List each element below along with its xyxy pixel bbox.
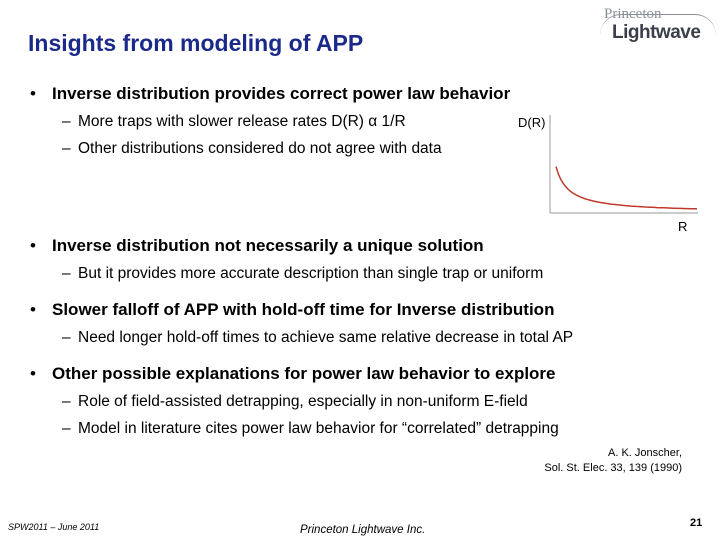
bullet-4: [30, 364, 556, 384]
dash-marker: –: [62, 329, 71, 346]
citation-line-2: Sol. St. Elec. 33, 139 (1990): [544, 462, 682, 474]
bullet-marker: •: [30, 236, 36, 255]
bullet-4-sub-1-text: Role of field-assisted detrapping, especially in non-uniform E-field: [78, 393, 528, 410]
bullet-2-sub-1: [62, 265, 543, 283]
bullet-2-text: Inverse distribution not necessarily a unique solution: [52, 236, 484, 255]
citation-line-1: A. K. Jonscher,: [608, 447, 682, 459]
bullet-1-sub-1: [62, 113, 406, 131]
footer-event: SPW2011 – June 2011: [8, 522, 100, 532]
inverse-distribution-graph: [518, 115, 698, 234]
bullet-marker: •: [30, 364, 36, 383]
bullet-3-text: Slower falloff of APP with hold-off time for Inverse distribution: [52, 300, 555, 319]
footer-company: Princeton Lightwave Inc.: [300, 524, 426, 536]
dash-marker: –: [62, 393, 71, 410]
dash-marker: –: [62, 113, 71, 130]
bullet-1-sub-2: [62, 140, 442, 158]
graph-curve: [556, 167, 697, 209]
logo-line-1: Princeton: [604, 6, 662, 22]
page-title: Insights from modeling of APP: [28, 30, 364, 56]
company-logo: [600, 6, 718, 44]
bullet-4-sub-1: [62, 393, 528, 411]
bullet-3: [30, 300, 554, 320]
bullet-1: [30, 84, 510, 104]
bullet-marker: •: [30, 84, 36, 103]
graph-xlabel: R: [678, 219, 688, 234]
dash-marker: –: [62, 265, 71, 282]
dash-marker: –: [62, 420, 71, 437]
dash-marker: –: [62, 140, 71, 157]
bullet-1-sub-1-text: More traps with slower release rates D(R) α 1/R: [78, 113, 406, 130]
bullet-4-sub-2-text: Model in literature cites power law behavior for “correlated” detrapping: [78, 420, 559, 437]
bullet-4-sub-2: [62, 420, 559, 438]
bullet-4-text: Other possible explanations for power law behavior to explore: [52, 364, 556, 383]
bullet-1-sub-2-text: Other distributions considered do not agree with data: [78, 140, 442, 157]
bullet-3-sub-1: [62, 329, 573, 347]
bullet-2: [30, 236, 484, 256]
bullet-2-sub-1-text: But it provides more accurate description than single trap or uniform: [78, 265, 544, 282]
bullet-marker: •: [30, 300, 36, 319]
graph-ylabel: D(R): [518, 115, 546, 130]
citation: [544, 446, 682, 476]
logo-line-2: Lightwave: [612, 22, 701, 43]
bullet-3-sub-1-text: Need longer hold-off times to achieve same relative decrease in total AP: [78, 329, 574, 346]
bullet-1-text: Inverse distribution provides correct power law behavior: [52, 84, 511, 103]
page-number: 21: [690, 517, 703, 529]
